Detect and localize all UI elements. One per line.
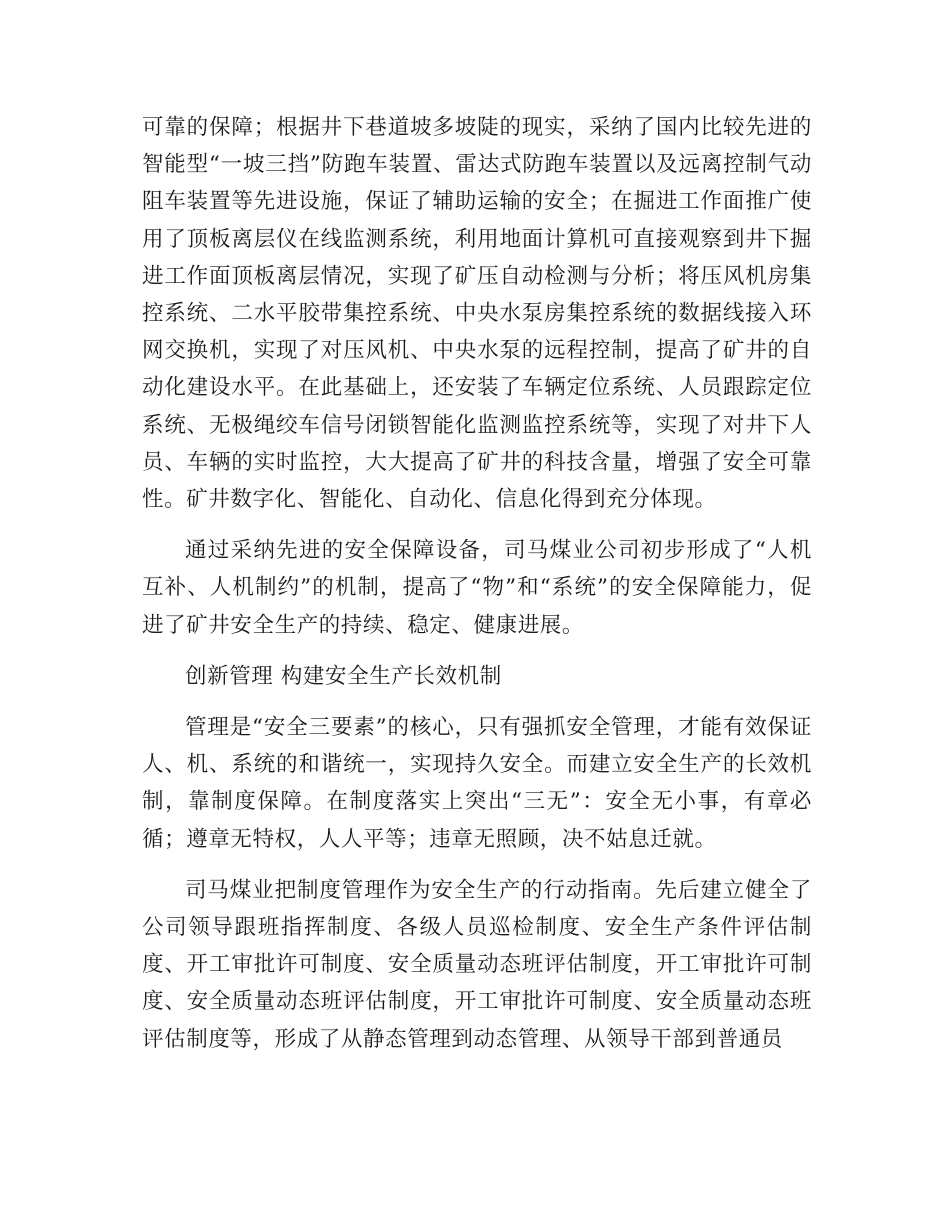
paragraph-continued: 可靠的保障；根据井下巷道坡多坡陡的现实，采纳了国内比较先进的智能型“一坡三挡”防跑车装置、雷达式防跑车装置以及远离控制气动阻车装置等先进设施，保证了辅助运输的安全；在掘进工作面推广使用了顶板离层仪在线监测系统，利用地面计算机可直接观察到井下掘进工作面顶板离层情况，实现了矿压自动检测与分析；将压风机房集控系统、二水平胶带集控系统、中央水泵房集控系统的数据线接入环网交换机，实现了对压风机、中央水泵的远程控制，提高了矿井的自动化建设水平。在此基础上，还安装了车辆定位系统、人员跟踪定位系统、无极绳绞车信号闭锁智能化监测监控系统等，实现了对井下人员、车辆的实时监控，大大提高了矿井的科技含量，增强了安全可靠性。矿井数字化、智能化、自动化、信息化得到充分体现。 <box>142 115 812 513</box>
paragraph-safety-equipment: 通过采纳先进的安全保障设备，司马煤业公司初步形成了“人机互补、人机制约”的机制，提高了“物”和“系统”的安全保障能力，促进了矿井安全生产的持续、稳定、健康进展。 <box>142 538 812 638</box>
section-heading: 创新管理 构建安全生产长效机制 <box>185 663 502 689</box>
paragraph-management-core: 管理是“安全三要素”的核心，只有强抓安全管理，才能有效保证人、机、系统的和谐统一，实现持久安全。而建立安全生产的长效机制，靠制度保障。在制度落实上突出“三无”：安全无小事，有章必循；遵章无特权，人人平等；违章无照顾，决不姑息迁就。 <box>142 715 812 852</box>
paragraph-system-management: 司马煤业把制度管理作为安全生产的行动指南。先后建立健全了公司领导跟班指挥制度、各级人员巡检制度、安全生产条件评估制度、开工审批许可制度、安全质量动态班评估制度，开工审批许可制度、安全质量动态班评估制度，开工审批许可制度、安全质量动态班评估制度等，形成了从静态管理到动态管理、从领导干部到普通员 <box>142 877 812 1052</box>
document-body <box>142 109 812 1072</box>
